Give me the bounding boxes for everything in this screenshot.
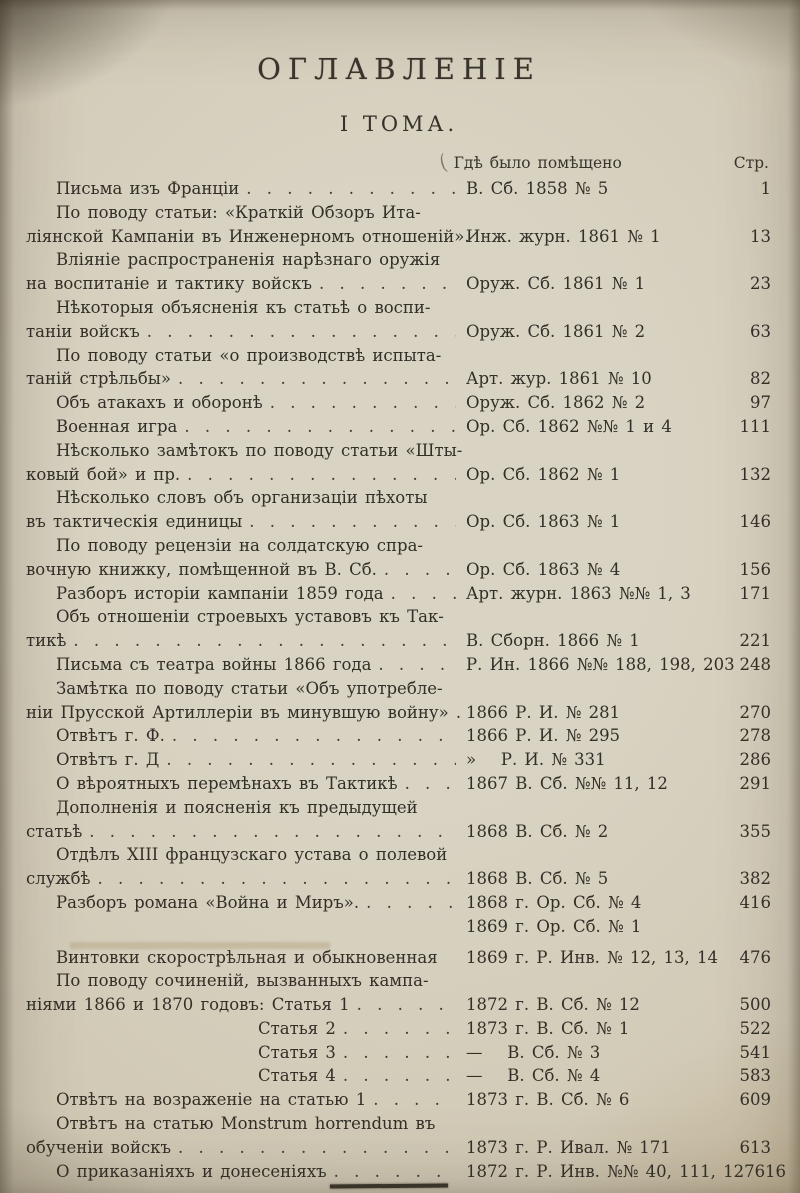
entry-title-line: Письма изъ Франціи <box>56 179 240 198</box>
toc-entry <box>26 843 772 891</box>
entry-title <box>26 1064 456 1088</box>
entry-title <box>26 177 456 201</box>
toc-entry <box>26 969 772 1017</box>
entry-source: 1872 г. Р. Инв. №№ 40, 111, 127 <box>466 1161 755 1181</box>
entry-source: 1868 В. Сб. № 2 <box>466 821 609 841</box>
dot-leader <box>263 391 456 415</box>
dot-leader <box>312 272 456 296</box>
entry-title <box>26 969 456 1017</box>
entry-page: 63 <box>750 321 771 341</box>
entry-title-line: По поводу сочиненій, вызванныхъ кампа- <box>56 971 429 991</box>
entry-title <box>26 1112 456 1160</box>
entry-page: 291 <box>739 773 771 793</box>
dot-leader <box>359 891 456 915</box>
dot-leader <box>377 558 456 582</box>
placed-column-label: Гдѣ было помѣщено <box>453 154 622 172</box>
entry-title <box>26 344 456 392</box>
entry-title-line: статьѣ <box>26 821 83 841</box>
toc-entry <box>26 772 772 796</box>
entry-title-line: Замѣтка по поводу статьи «Объ употребле- <box>56 678 443 698</box>
entry-page: 248 <box>739 654 771 674</box>
entry-source: В. Сб. 1858 № 5 <box>466 179 609 198</box>
toc-entry <box>26 1017 772 1041</box>
entry-title-line: ковый бой» и пр. <box>26 464 181 484</box>
entry-source: 1867 В. Сб. №№ 11, 12 <box>466 773 668 793</box>
entry-title-line: службѣ <box>26 869 91 889</box>
entry-source: » Р. И. № 331 <box>466 750 606 770</box>
entry-title <box>26 796 456 844</box>
entry-source: 1873 г. Р. Ивал. № 171 <box>466 1137 671 1157</box>
toc-entry <box>26 677 772 725</box>
entry-title-line: ніи Прусской Артиллеріи въ минувшую войну» . <box>26 702 462 722</box>
toc-entry <box>26 177 772 201</box>
entry-title-line: Отдѣлъ XIII французскаго устава о полевой <box>56 845 448 865</box>
entry-source: Ор. Сб. 1863 № 1 <box>466 512 621 532</box>
dot-leader <box>180 463 456 487</box>
entry-title-line: О вѣроятныхъ перемѣнахъ въ Тактикѣ <box>56 773 398 793</box>
entry-title <box>26 748 456 772</box>
entry-title-line: ліянской Кампаніи въ Инженерномъ отношеній». <box>26 226 470 246</box>
entry-title <box>26 296 456 344</box>
entry-title-line: обученіи войскъ <box>26 1137 172 1157</box>
entry-source: 1868 г. Ор. Сб. № 4 <box>466 892 642 912</box>
toc-entry <box>26 534 772 582</box>
entry-page: 416 <box>739 892 771 912</box>
toc-entry <box>26 1160 787 1184</box>
entry-page: 278 <box>739 726 771 746</box>
dot-leader <box>366 1088 456 1112</box>
toc-entry <box>26 296 772 344</box>
toc-entry <box>26 344 772 392</box>
entry-source: Оруж. Сб. 1862 № 2 <box>466 393 646 413</box>
dot-leader <box>91 867 457 891</box>
toc-entry <box>26 724 772 748</box>
entry-source: Ор. Сб. 1863 № 4 <box>466 559 621 579</box>
entry-title <box>26 891 456 915</box>
entry-source: Арт. жур. 1861 № 10 <box>466 369 652 389</box>
entry-title-line: Отвѣтъ г. Д <box>56 750 160 770</box>
entry-title-line: Объ атакахъ и оборонѣ <box>56 393 263 413</box>
entry-title-line: Нѣсколько словъ объ организаціи пѣхоты <box>56 488 428 508</box>
entry-page: 500 <box>739 995 771 1015</box>
entry-title-line: въ тактическія единицы <box>26 512 243 532</box>
dot-leader <box>165 724 456 748</box>
entry-title-line: Отвѣтъ на возраженіе на статью 1 <box>56 1090 367 1110</box>
entry-page: 156 <box>739 559 771 579</box>
dot-leader <box>398 772 456 796</box>
entry-page: 355 <box>739 821 771 841</box>
entry-page: 97 <box>750 393 771 413</box>
toc-entry <box>26 1041 772 1065</box>
entry-title-line: Отвѣтъ на статью Monstrum horrendum въ <box>56 1114 436 1134</box>
entry-source: — В. Сб. № 3 <box>466 1042 601 1062</box>
entry-source: 1869 г. Р. Инв. № 12, 13, 14 <box>466 947 718 967</box>
entry-source: 1872 г. В. Сб. № 12 <box>466 995 640 1015</box>
entry-title <box>26 248 456 296</box>
entry-source: 1873 г. В. Сб. № 6 <box>466 1090 630 1110</box>
entry-title <box>26 843 456 891</box>
stray-pen-mark: ( <box>437 150 450 176</box>
entry-title <box>26 534 456 582</box>
entry-title-line: ніями 1866 и 1870 годовъ: Статья 1 <box>26 995 350 1015</box>
entry-page: 522 <box>739 1018 771 1038</box>
toc-entry <box>26 605 772 653</box>
dot-leader <box>336 1017 456 1041</box>
entry-title <box>26 772 456 796</box>
dot-leader <box>66 629 456 653</box>
entry-title <box>26 1160 456 1184</box>
entry-title-line: Военная игра <box>56 416 178 436</box>
entry-title <box>26 946 456 970</box>
entry-title-line: Винтовки скорострѣльная и обыкновенная <box>56 947 438 967</box>
entry-source: В. Сборн. 1866 № 1 <box>466 631 640 651</box>
entry-title <box>26 677 462 725</box>
dot-leader <box>336 1064 456 1088</box>
entry-source: Ор. Сб. 1862 №№ 1 и 4 <box>466 416 672 436</box>
entry-source: 1873 г. В. Сб. № 1 <box>466 1018 630 1038</box>
entry-title <box>26 1088 456 1112</box>
dot-leader <box>159 748 456 772</box>
entry-page: 286 <box>739 750 771 770</box>
entry-title <box>26 605 456 653</box>
page-column-label: Стр. <box>733 154 769 172</box>
dot-leader <box>384 582 456 606</box>
dot-leader <box>327 1160 456 1184</box>
entry-page: 541 <box>739 1042 771 1062</box>
entry-title <box>26 582 456 606</box>
entry-title-line: По поводу статьи «о производствѣ испыта- <box>56 345 442 365</box>
dot-leader <box>336 1041 456 1065</box>
toc-entry <box>26 915 772 939</box>
dot-leader <box>371 653 456 677</box>
entry-source: 1866 Р. И. № 295 <box>466 726 621 746</box>
column-header-row <box>26 150 772 176</box>
entry-page: 613 <box>739 1137 771 1157</box>
entry-source: Оруж. Сб. 1861 № 2 <box>466 321 646 341</box>
entry-title <box>26 439 463 487</box>
entry-source: 1869 г. Ор. Сб. № 1 <box>466 916 642 936</box>
volume-subtitle: I ТОМА. <box>339 112 459 136</box>
entry-page: 111 <box>739 416 771 436</box>
entry-title-line: Дополненія и поясненія къ предыдущей <box>56 797 418 817</box>
entry-title-line: вочную книжку, помѣщенной въ В. Сб. <box>26 559 377 579</box>
entry-source: Ор. Сб. 1862 № 1 <box>466 464 621 484</box>
entry-page: 82 <box>750 369 771 389</box>
entry-title-line: на воспитаніе и тактику войскъ <box>26 274 312 294</box>
toc-entry <box>26 796 772 844</box>
entry-page: 616 <box>754 1161 787 1181</box>
dot-leader <box>177 415 456 439</box>
entry-source: — В. Сб. № 4 <box>466 1066 601 1086</box>
entry-source: 1868 В. Сб. № 5 <box>466 869 609 889</box>
entry-source: 1866 Р. И. № 281 <box>466 702 621 722</box>
entry-title-line: Отвѣтъ г. Ф. <box>56 726 165 746</box>
toc-entry <box>26 415 772 439</box>
entry-title <box>26 201 470 249</box>
entry-title <box>26 415 456 439</box>
entry-title-line: Письма съ театра войны 1866 года <box>56 654 372 674</box>
entry-page: 221 <box>739 631 771 651</box>
page-title: ОГЛАВЛЕНІЕ <box>257 52 541 86</box>
toc-entry <box>26 1088 772 1112</box>
entry-page: 23 <box>750 274 771 294</box>
entry-page: 171 <box>739 583 771 603</box>
dot-leader <box>242 510 456 534</box>
toc-entry <box>26 891 772 915</box>
entry-title-line: По поводу статьи: «Краткій Обзоръ Ита- <box>56 202 421 222</box>
entry-title-line: О приказаніяхъ и донесеніяхъ <box>56 1161 327 1181</box>
toc-entry <box>26 201 772 249</box>
dot-leader <box>82 820 456 844</box>
toc-entry <box>26 248 772 296</box>
entry-title-line: Статья 2 <box>258 1018 336 1038</box>
entry-page: 382 <box>739 869 771 889</box>
toc-entry <box>26 1064 772 1088</box>
toc-entry <box>26 946 772 970</box>
entry-title-line: тикѣ <box>26 631 67 651</box>
entry-page: 13 <box>750 226 771 246</box>
toc-entry <box>26 391 772 415</box>
entry-title-line: Нѣсколько замѣтокъ по поводу статьи «Шты- <box>56 440 463 460</box>
toc-entry <box>26 1112 772 1160</box>
dot-leader <box>350 993 456 1017</box>
entry-page: 1 <box>760 179 771 198</box>
toc-entry <box>26 582 772 606</box>
entry-page: 476 <box>739 947 771 967</box>
entry-source: Р. Ин. 1866 №№ 188, 198, 203 <box>466 654 735 674</box>
entry-title-line: Нѣкоторыя объясненія къ статьѣ о воспи- <box>56 297 431 317</box>
entry-title <box>26 1017 456 1041</box>
entry-page: 270 <box>739 702 771 722</box>
dot-leader <box>239 177 456 201</box>
toc-list <box>26 177 787 1183</box>
entry-title <box>26 1041 456 1065</box>
entry-title-line: Объ отношеніи строевыхъ уставовъ къ Так- <box>56 607 444 627</box>
dot-leader <box>140 320 456 344</box>
entry-source: Инж. журн. 1861 № 1 <box>466 226 661 246</box>
entry-title-line: Разборъ исторіи кампаніи 1859 года <box>56 583 384 603</box>
dot-leader <box>171 1136 456 1160</box>
entry-source: Оруж. Сб. 1861 № 1 <box>466 274 646 294</box>
entry-page: 132 <box>739 464 771 484</box>
entry-title <box>26 653 456 677</box>
toc-entry <box>26 439 772 487</box>
entry-title-line: таніи войскъ <box>26 321 140 341</box>
toc-entry <box>26 486 772 534</box>
entry-title <box>26 391 456 415</box>
entry-title-line: таній стрѣльбы» <box>26 369 171 389</box>
entry-title-line: По поводу рецензіи на солдатскую спра- <box>56 535 423 555</box>
entry-page <box>771 915 772 939</box>
entry-page: 583 <box>739 1066 771 1086</box>
entry-title-line: Статья 3 <box>258 1042 336 1062</box>
toc-entry <box>26 748 772 772</box>
entry-title-line: Разборъ романа «Война и Миръ». <box>56 892 360 912</box>
dot-leader <box>171 367 456 391</box>
entry-title-line: Вліяніе распространенія нарѣзнаго оружія <box>56 250 441 270</box>
toc-entry <box>26 653 772 677</box>
entry-title-line: Статья 4 <box>258 1066 336 1086</box>
entry-source: Арт. журн. 1863 №№ 1, 3 <box>466 583 691 603</box>
entry-page: 146 <box>739 512 771 532</box>
entry-title <box>26 724 456 748</box>
entry-page: 609 <box>739 1090 771 1110</box>
entry-title <box>26 486 456 534</box>
